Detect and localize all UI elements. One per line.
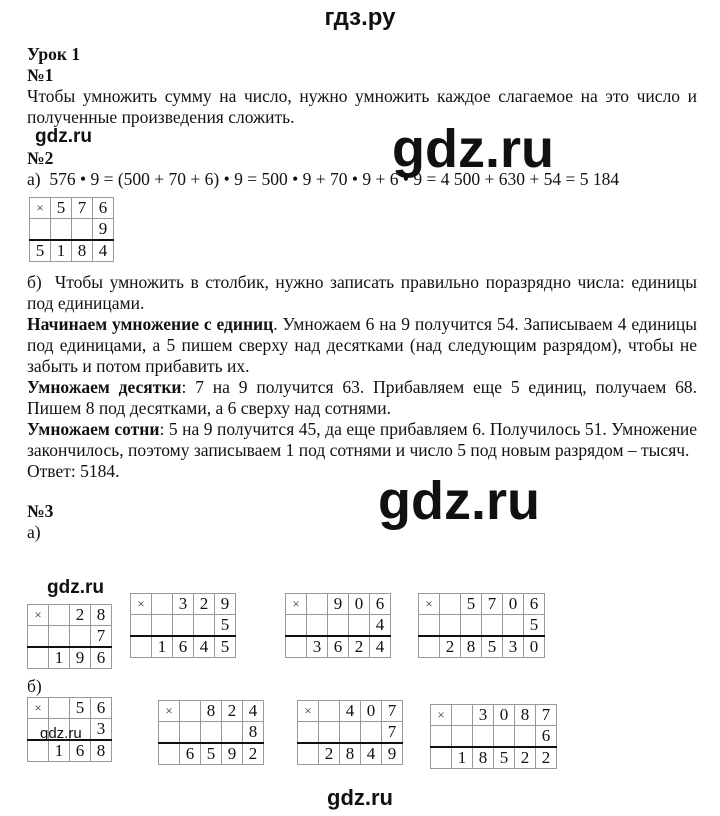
digit: 9: [222, 743, 243, 765]
multiply-sign: ×: [419, 594, 440, 615]
task2-a-line: [27, 169, 697, 190]
digit: 4: [370, 636, 391, 658]
task2-a-expression: 576 • 9 = (500 + 70 + 6) • 9 = 500 • 9 + 70 • 9 + 6 • 9 = 4 500 + 630 + 54 = 5 184: [49, 169, 620, 189]
digit: 8: [201, 701, 222, 722]
digit: 0: [349, 594, 370, 615]
empty-cell: [51, 219, 72, 241]
empty-cell: [201, 722, 222, 744]
empty-cell: [361, 722, 382, 744]
empty-cell: [419, 615, 440, 637]
task2-b-text: [27, 272, 697, 314]
empty-cell: [307, 594, 328, 615]
digit: 2: [194, 594, 215, 615]
digit: 2: [243, 743, 264, 765]
digit: 0: [524, 636, 545, 658]
digit: 2: [70, 605, 91, 626]
digit: 5: [201, 743, 222, 765]
empty-cell: [152, 615, 173, 637]
digit: 4: [370, 615, 391, 637]
digit: 6: [370, 594, 391, 615]
digit: 1: [452, 747, 473, 769]
multiply-sign: ×: [131, 594, 152, 615]
column-multiplication: [285, 593, 391, 658]
watermark-big: gdz.ru: [392, 119, 554, 179]
empty-cell: [131, 636, 152, 658]
digit: 6: [328, 636, 349, 658]
empty-cell: [452, 705, 473, 726]
digit: 2: [349, 636, 370, 658]
empty-cell: [49, 605, 70, 626]
empty-cell: [298, 743, 319, 765]
empty-cell: [49, 626, 70, 648]
multiply-sign: ×: [28, 698, 49, 719]
digit: 9: [70, 647, 91, 669]
task2-a-label: а): [27, 169, 41, 189]
empty-cell: [349, 615, 370, 637]
task2-step2: [27, 377, 697, 419]
task2-column: [29, 197, 114, 262]
digit: 5: [30, 240, 51, 262]
digit: 7: [91, 626, 112, 648]
digit: 5: [461, 594, 482, 615]
multiply-sign: ×: [28, 605, 49, 626]
digit: 7: [536, 705, 557, 726]
digit: 1: [49, 647, 70, 669]
digit: 0: [494, 705, 515, 726]
step2-text: : 7 на 9 получится 63. Прибавляем еще 5 единиц, получаем 68. Пишем 8 под десятками, а 6 сверху над сотнями.: [27, 377, 697, 418]
column-multiplication: [430, 704, 557, 769]
multiply-sign: ×: [286, 594, 307, 615]
watermark-big: gdz.ru: [378, 471, 540, 531]
digit: 4: [340, 701, 361, 722]
empty-cell: [461, 615, 482, 637]
digit: 3: [503, 636, 524, 658]
digit: 4: [93, 240, 114, 262]
multiply-sign: ×: [159, 701, 180, 722]
digit: 0: [503, 594, 524, 615]
empty-cell: [431, 726, 452, 748]
step1-title: Начинаем умножение с единиц: [27, 314, 274, 334]
step3-title: Умножаем сотни: [27, 419, 160, 439]
task2-b-body: Чтобы умножить в столбик, нужно записать правильно поразрядно числа: единицы под единицами.: [27, 272, 697, 313]
watermark-small: gdz.ru: [40, 725, 82, 742]
task2-answer: Ответ: 5184.: [27, 461, 120, 481]
digit: 4: [194, 636, 215, 658]
watermark-small: gdz.ru: [47, 577, 104, 598]
digit: 5: [70, 698, 91, 719]
step3-text: : 5 на 9 получится 45, да еще прибавляем 6. Получилось 51. Умножение закончилось, поэтому записываем 1 под сотнями и число 5 под новым разрядом – тысяч.: [27, 419, 698, 460]
digit: 6: [180, 743, 201, 765]
digit: 3: [473, 705, 494, 726]
empty-cell: [159, 722, 180, 744]
multiply-sign: ×: [30, 198, 51, 219]
digit: 8: [473, 747, 494, 769]
empty-cell: [298, 722, 319, 744]
task1-number: №1: [27, 65, 54, 85]
column-multiplication: [158, 700, 264, 765]
task2-step3: [27, 419, 697, 461]
empty-cell: [180, 701, 201, 722]
digit: 2: [536, 747, 557, 769]
digit: 4: [243, 701, 264, 722]
empty-cell: [440, 594, 461, 615]
digit: 8: [72, 240, 93, 262]
empty-cell: [152, 594, 173, 615]
digit: 6: [91, 698, 112, 719]
lesson-title: Урок 1: [27, 44, 81, 64]
empty-cell: [482, 615, 503, 637]
digit: 5: [524, 615, 545, 637]
digit: 8: [91, 740, 112, 762]
digit: 5: [215, 615, 236, 637]
task2-column-spacer: [27, 190, 697, 272]
digit: 2: [319, 743, 340, 765]
site-footer: gdz.ru: [327, 785, 393, 810]
empty-cell: [328, 615, 349, 637]
digit: 9: [328, 594, 349, 615]
digit: 6: [91, 647, 112, 669]
digit: 8: [515, 705, 536, 726]
digit: 5: [215, 636, 236, 658]
multiply-sign: ×: [431, 705, 452, 726]
column-multiplication: [297, 700, 403, 765]
empty-cell: [30, 219, 51, 241]
digit: 0: [361, 701, 382, 722]
digit: 3: [91, 719, 112, 741]
empty-cell: [319, 722, 340, 744]
empty-cell: [473, 726, 494, 748]
task2-b-label: б): [27, 272, 42, 292]
empty-cell: [222, 722, 243, 744]
digit: 9: [382, 743, 403, 765]
empty-cell: [28, 647, 49, 669]
digit: 7: [72, 198, 93, 219]
empty-cell: [72, 219, 93, 241]
task2-number: №2: [27, 148, 54, 168]
empty-cell: [28, 626, 49, 648]
digit: 7: [382, 701, 403, 722]
digit: 1: [152, 636, 173, 658]
empty-cell: [494, 726, 515, 748]
digit: 7: [482, 594, 503, 615]
site-header: гдз.ру: [324, 4, 396, 31]
empty-cell: [70, 626, 91, 648]
digit: 6: [524, 594, 545, 615]
empty-cell: [452, 726, 473, 748]
empty-cell: [340, 722, 361, 744]
digit: 2: [515, 747, 536, 769]
digit: 8: [461, 636, 482, 658]
empty-cell: [131, 615, 152, 637]
task3-b-label: б): [27, 676, 42, 696]
digit: 8: [243, 722, 264, 744]
digit: 5: [494, 747, 515, 769]
column-multiplication: [27, 604, 112, 669]
empty-cell: [286, 615, 307, 637]
empty-cell: [503, 615, 524, 637]
empty-cell: [515, 726, 536, 748]
column-multiplication: [130, 593, 236, 658]
digit: 8: [91, 605, 112, 626]
empty-cell: [28, 740, 49, 762]
empty-cell: [49, 698, 70, 719]
multiply-sign: ×: [298, 701, 319, 722]
empty-cell: [307, 615, 328, 637]
empty-cell: [173, 615, 194, 637]
empty-cell: [319, 701, 340, 722]
empty-cell: [440, 615, 461, 637]
task3-number: №3: [27, 501, 54, 521]
task3-a-label: а): [27, 522, 41, 542]
column-multiplication: [418, 593, 545, 658]
digit: 3: [173, 594, 194, 615]
digit: 6: [93, 198, 114, 219]
digit: 3: [307, 636, 328, 658]
digit: 2: [222, 701, 243, 722]
digit: 6: [173, 636, 194, 658]
digit: 6: [70, 740, 91, 762]
empty-cell: [419, 636, 440, 658]
digit: 1: [51, 240, 72, 262]
watermark-small: gdz.ru: [35, 126, 92, 147]
digit: 5: [482, 636, 503, 658]
digit: 6: [536, 726, 557, 748]
page-content: [27, 44, 697, 543]
digit: 7: [382, 722, 403, 744]
step1-text: . Умножаем 6 на 9 получится 54. Записываем 4 единицы под единицами, а 5 пишем сверху над десятками (над следующим разрядом), чтобы не забыть и потом прибавить их.: [27, 314, 697, 376]
empty-cell: [180, 722, 201, 744]
empty-cell: [159, 743, 180, 765]
empty-cell: [286, 636, 307, 658]
step2-title: Умножаем десятки: [27, 377, 182, 397]
task2-step1: [27, 314, 697, 377]
digit: 9: [215, 594, 236, 615]
digit: 1: [49, 740, 70, 762]
digit: 8: [340, 743, 361, 765]
empty-cell: [194, 615, 215, 637]
task1-text: Чтобы умножить сумму на число, нужно умножить каждое слагаемое на это число и полученные произведения сложить.: [27, 86, 697, 127]
digit: 9: [93, 219, 114, 241]
digit: 5: [51, 198, 72, 219]
empty-cell: [431, 747, 452, 769]
digit: 4: [361, 743, 382, 765]
digit: 2: [440, 636, 461, 658]
